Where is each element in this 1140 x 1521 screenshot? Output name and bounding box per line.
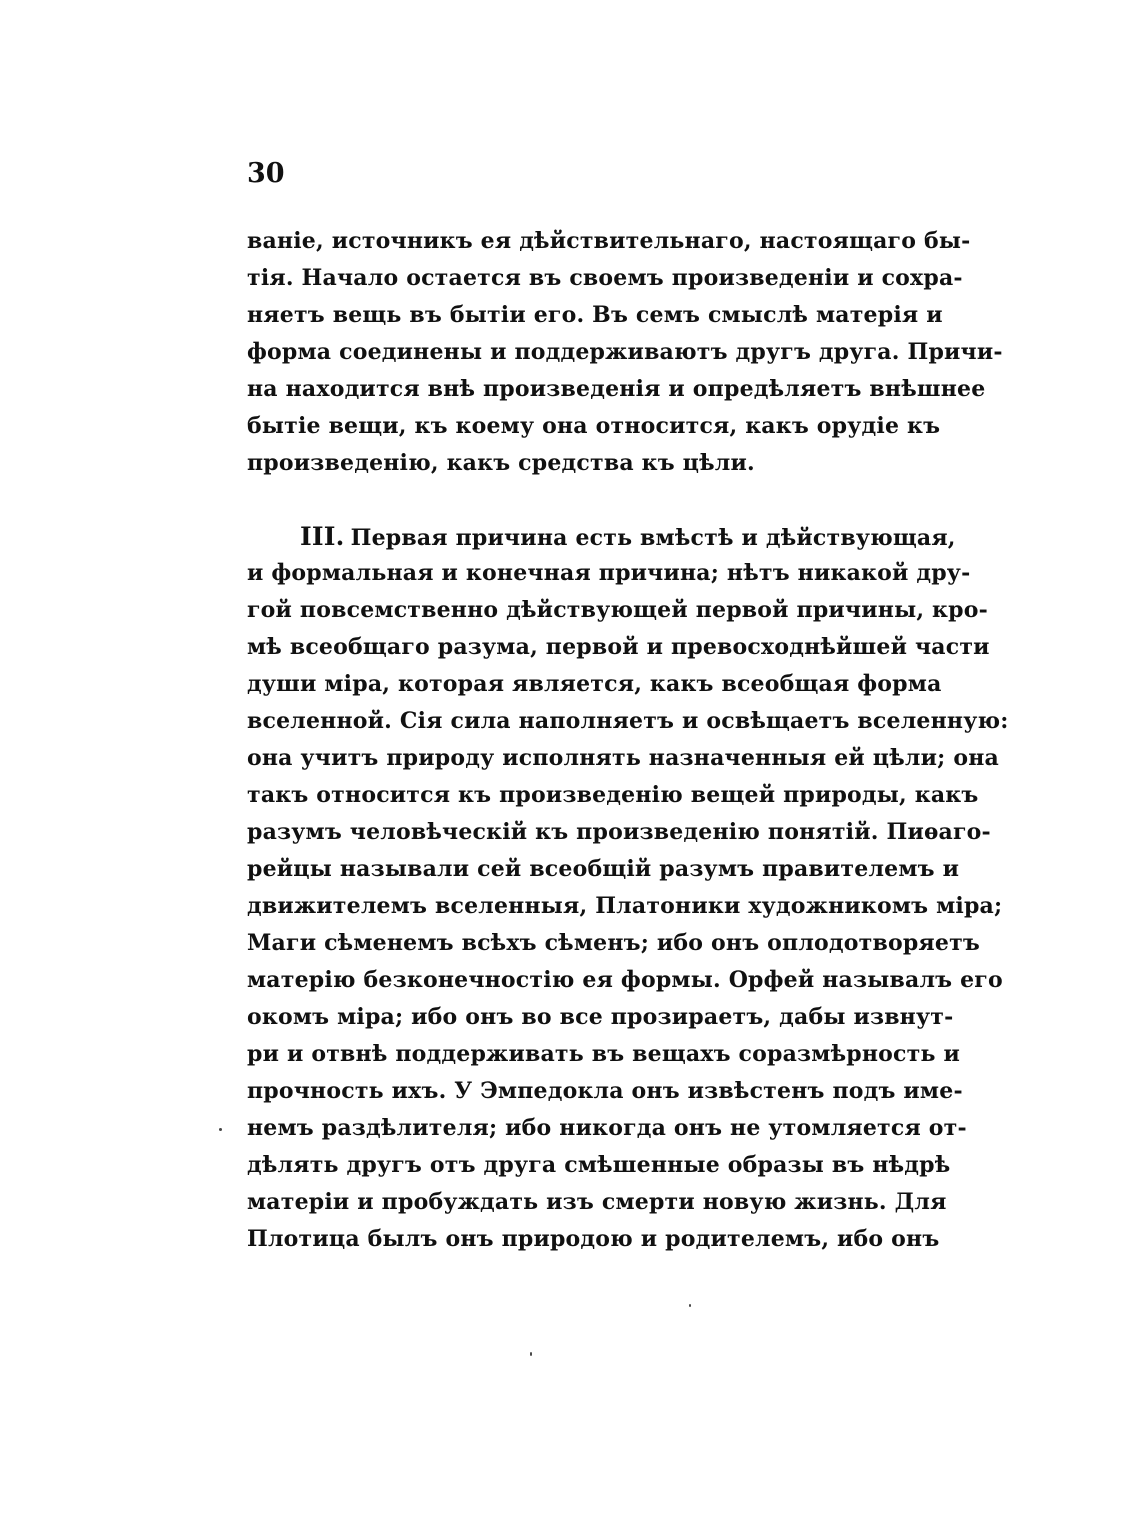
text-line: произведенію, какъ средства къ цѣли. — [247, 450, 755, 476]
text-line: тія. Начало остается въ своемъ произведеніи и сохра- — [247, 265, 963, 291]
section-number: III. — [300, 522, 345, 551]
text-line: бытіе вещи, къ коему она относится, какъ орудіе къ — [247, 413, 941, 439]
text-line: разумъ человѣческій къ произведенію понятій. Пиѳаго- — [247, 819, 991, 845]
text-line: немъ раздѣлителя; ибо никогда онъ не утомляется от- — [247, 1115, 967, 1141]
paragraph-2 — [247, 518, 1009, 1258]
text-line: Маги сѣменемъ всѣхъ сѣменъ; ибо онъ оплодотворяетъ — [247, 930, 980, 956]
text-line: ваніе, источникъ ея дѣйствительнаго, настоящаго бы- — [247, 228, 971, 254]
text-line: она учитъ природу исполнять назначенныя ей цѣли; она — [247, 745, 999, 771]
text-line: вселенной. Сія сила наполняетъ и освѣщаетъ вселенную: — [247, 708, 1009, 734]
text-line: Плотица былъ онъ природою и родителемъ, ибо онъ — [247, 1226, 940, 1252]
text-line: окомъ міра; ибо онъ во все прозираетъ, дабы извнут- — [247, 1004, 954, 1030]
text-line: дѣлять другъ отъ друга смѣшенные образы въ нѣдрѣ — [247, 1152, 951, 1178]
text-line: форма соединены и поддерживаютъ другъ друга. Причи- — [247, 339, 1003, 365]
section-first-line — [247, 518, 956, 555]
text-line: движителемъ вселенныя, Платоники художникомъ міра; — [247, 893, 1003, 919]
text-line: прочность ихъ. У Эмпедокла онъ извѣстенъ подъ име- — [247, 1078, 963, 1104]
text-line: рейцы называли сей всеобщій разумъ правителемъ и — [247, 856, 960, 882]
text-line: гой повсемственно дѣйствующей первой причины, кро- — [247, 597, 988, 623]
text-line: души міра, которая является, какъ всеобщая форма — [247, 671, 942, 697]
scan-speck — [530, 1352, 532, 1356]
text-line: няетъ вещь въ бытіи его. Въ семъ смыслѣ матерія и — [247, 302, 943, 328]
paragraph-1 — [247, 223, 1003, 482]
text-line: и формальная и конечная причина; нѣтъ никакой дру- — [247, 560, 971, 586]
text-line: матерію безконечностію ея формы. Орфей называлъ его — [247, 967, 1003, 993]
scan-speck — [219, 1128, 222, 1131]
scan-speck — [689, 1304, 691, 1307]
section-first-line-text: Первая причина есть вмѣстѣ и дѣйствующая, — [350, 525, 956, 551]
page-number: 30 — [247, 158, 285, 189]
text-line: такъ относится къ произведенію вещей природы, какъ — [247, 782, 979, 808]
text-line: на находится внѣ произведенія и опредѣляетъ внѣшнее — [247, 376, 986, 402]
text-line: ри и отвнѣ поддерживать въ вещахъ соразмѣрность и — [247, 1041, 960, 1067]
text-line: матеріи и пробуждать изъ смерти новую жизнь. Для — [247, 1189, 947, 1215]
text-line: мѣ всеобщаго разума, первой и превосходнѣйшей части — [247, 634, 990, 660]
